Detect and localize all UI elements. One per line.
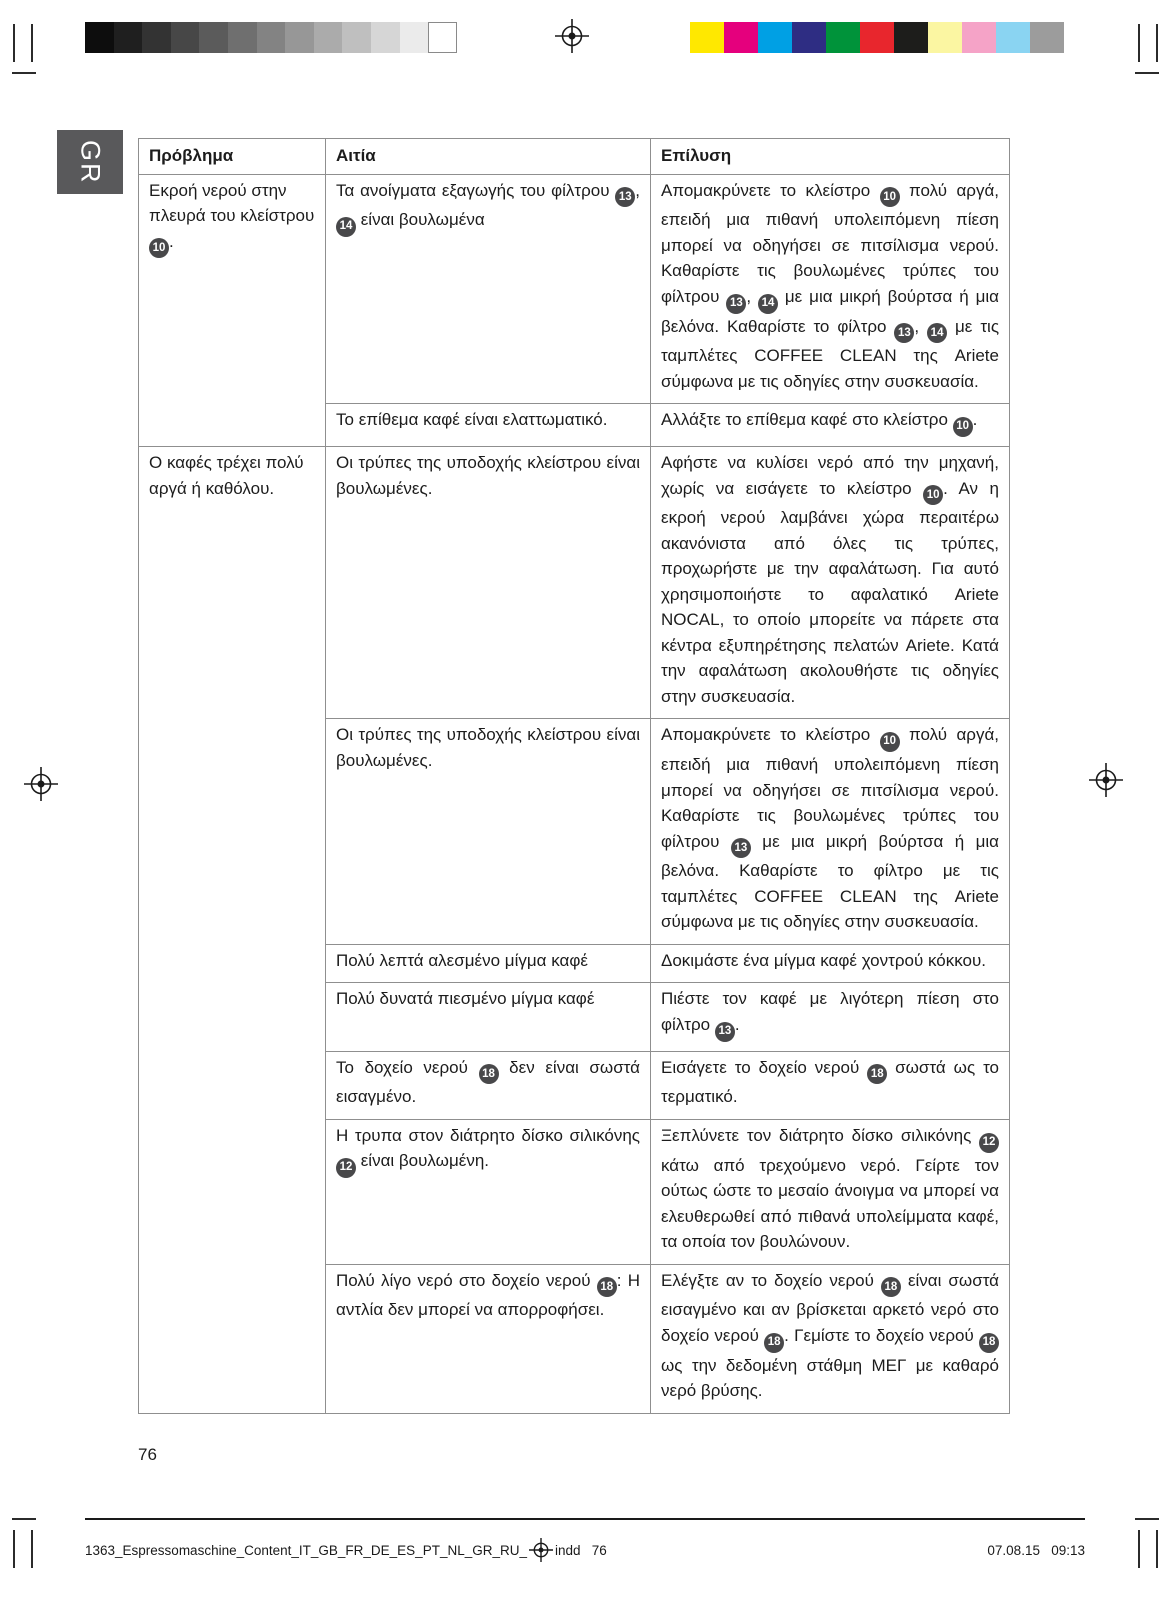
footer-rule — [85, 1518, 1085, 1520]
cause-cell: Πολύ δυνατά πιεσμένο μίγμα καφέ — [326, 983, 651, 1051]
part-ref-badge: 18 — [881, 1277, 901, 1297]
grayscale-calibration-bar — [85, 22, 457, 53]
table-header-row — [139, 139, 1010, 175]
part-ref-badge: 10 — [953, 417, 973, 437]
part-ref-badge: 10 — [149, 238, 169, 258]
part-ref-badge: 14 — [336, 217, 356, 237]
language-tab: GR — [57, 130, 123, 194]
registration-mark-icon — [529, 1538, 553, 1562]
cause-cell: Το επίθεμα καφέ είναι ελαττωματικό. — [326, 404, 651, 447]
crop-mark — [13, 1530, 15, 1568]
problem-cell: Εκροή νερού στην πλευρά του κλείστρου 10 . — [139, 174, 326, 447]
problem-cell: Ο καφές τρέχει πολύ αργά ή καθόλου. — [139, 447, 326, 1414]
color-swatch — [285, 22, 314, 53]
crop-mark — [1138, 1530, 1140, 1568]
color-swatch — [1030, 22, 1064, 53]
cause-cell: Οι τρύπες της υποδοχής κλείστρου είναι βουλωμένες. — [326, 447, 651, 719]
color-swatch — [826, 22, 860, 53]
color-swatch — [371, 22, 400, 53]
part-ref-badge: 18 — [979, 1333, 999, 1353]
crop-mark — [31, 1530, 33, 1568]
part-ref-badge: 12 — [336, 1158, 356, 1178]
color-swatch — [314, 22, 343, 53]
part-ref-badge: 18 — [479, 1064, 499, 1084]
color-calibration-bar — [690, 22, 1064, 53]
solution-cell: Εισάγετε το δοχείο νερού 18 σωστά ως το τερματικό. — [651, 1051, 1010, 1119]
color-swatch — [894, 22, 928, 53]
crop-mark — [1138, 24, 1140, 62]
footer — [85, 1538, 1085, 1562]
color-swatch — [257, 22, 286, 53]
part-ref-badge: 12 — [979, 1133, 999, 1153]
troubleshooting-table — [138, 138, 1009, 1414]
solution-cell: Ξεπλύνετε τον διάτρητο δίσκο σιλικόνης 12 κάτω από τρεχούμενο νερό. Γείρτε τον ούτως ώστε το μεσαίο άνοιγμα να μπορεί να ελευθερωθεί από πιθανά υπολείμματα καφέ, τα οποία τον βουλώνουν. — [651, 1119, 1010, 1264]
cause-cell: Οι τρύπες της υποδοχής κλείστρου είναι βουλωμένες. — [326, 719, 651, 945]
col-header-solution: Επίλυση — [651, 139, 1010, 175]
color-swatch — [758, 22, 792, 53]
registration-mark-icon — [555, 19, 589, 53]
part-ref-badge: 18 — [867, 1064, 887, 1084]
page-number: 76 — [138, 1445, 157, 1464]
solution-cell: Αλλάξτε το επίθεμα καφέ στο κλείστρο 10 . — [651, 404, 1010, 447]
color-swatch — [690, 22, 724, 53]
color-swatch — [928, 22, 962, 53]
color-swatch — [724, 22, 758, 53]
crop-mark — [31, 24, 33, 62]
solution-cell: Ελέγξτε αν το δοχείο νερού 18 είναι σωστά εισαγμένο και αν βρίσκεται αρκετό νερό στο δοχείο νερού 18 . Γεμίστε το δοχείο νερού 18 ως την δεδομένη στάθμη ΜΕΓ με καθαρό νερό βρύσης. — [651, 1264, 1010, 1413]
color-swatch — [171, 22, 200, 53]
part-ref-badge: 13 — [615, 187, 635, 207]
part-ref-badge: 13 — [726, 294, 746, 314]
part-ref-badge: 10 — [880, 187, 900, 207]
color-swatch — [199, 22, 228, 53]
cause-cell: Η τρυπα στον διάτρητο δίσκο σιλικόνης 12 είναι βουλωμένη. — [326, 1119, 651, 1264]
registration-mark-icon — [1089, 763, 1123, 797]
part-ref-badge: 13 — [715, 1022, 735, 1042]
solution-cell: Απομακρύνετε το κλείστρο 10 πολύ αργά, επειδή μια πιθανή υπολειπόμενη πίεση μπορεί να οδηγήσει σε πιτσίλισμα νερού. Καθαρίστε τις βουλωμένες τρύπες του φίλτρου 13 με μια μικρή βούρτσα ή μια βελόνα. Καθαρίστε το φίλτρο με τις ταμπλέτες COFFEE CLEAN της Ariete σύμφωνα με τις οδηγίες στην συσκευασία. — [651, 719, 1010, 945]
part-ref-badge: 18 — [764, 1333, 784, 1353]
color-swatch — [400, 22, 429, 53]
color-swatch — [342, 22, 371, 53]
crop-mark — [1135, 72, 1159, 74]
col-header-cause: Αιτία — [326, 139, 651, 175]
color-swatch — [142, 22, 171, 53]
part-ref-badge: 13 — [894, 323, 914, 343]
color-swatch — [85, 22, 114, 53]
part-ref-badge: 14 — [927, 323, 947, 343]
part-ref-badge: 10 — [923, 485, 943, 505]
solution-cell: Αφήστε να κυλίσει νερό από την μηχανή, χωρίς να εισάγετε το κλείστρο 10 . Αν η εκροή νερού λαμβάνει χώρα περαιτέρω ακανόνιστα από όλες τις τρύπες, προχωρήστε με την αφαλάτωση. Για αυτό χρησιμοποιήστε το αφαλατικό Ariete NOCAL, το οποίο μπορείτε να πάρετε στα κέντρα εξυπηρέτησης πελατών Ariete. Κατά την αφαλάτωση ακολουθήστε τις οδηγίες στην συσκευασία. — [651, 447, 1010, 719]
table-row — [139, 174, 1010, 404]
part-ref-badge: 13 — [731, 838, 751, 858]
crop-mark — [13, 24, 15, 62]
cause-cell: Πολύ λεπτά αλεσμένο μίγμα καφέ — [326, 944, 651, 983]
crop-mark — [12, 72, 36, 74]
color-swatch — [860, 22, 894, 53]
part-ref-badge: 18 — [597, 1277, 617, 1297]
crop-mark — [1135, 1518, 1159, 1520]
color-swatch — [962, 22, 996, 53]
color-swatch — [228, 22, 257, 53]
cause-cell: Το δοχείο νερού 18 δεν είναι σωστά εισαγμένο. — [326, 1051, 651, 1119]
part-ref-badge: 14 — [758, 294, 778, 314]
cause-cell: Πολύ λίγο νερό στο δοχείο νερού 18 : Η αντλία δεν μπορεί να απορροφήσει. — [326, 1264, 651, 1413]
solution-cell: Απομακρύνετε το κλείστρο 10 πολύ αργά, επειδή μια πιθανή υπολειπόμενη πίεση μπορεί να οδηγήσει σε πιτσίλισμα νερού. Καθαρίστε τις βουλωμένες τρύπες του φίλτρου 13 , 14 με μια μικρή βούρτσα ή μια βελόνα. Καθαρίστε το φίλτρο 13 , 14 με τις ταμπλέτες COFFEE CLEAN της Ariete σύμφωνα με τις οδηγίες στην συσκευασία. — [651, 174, 1010, 404]
color-swatch — [996, 22, 1030, 53]
footer-filename-suffix: indd 76 — [554, 1542, 607, 1558]
solution-cell: Δοκιμάστε ένα μίγμα καφέ χοντρού κόκκου. — [651, 944, 1010, 983]
table-row — [139, 447, 1010, 719]
crop-mark — [1156, 24, 1158, 62]
registration-mark-icon — [24, 767, 58, 801]
crop-mark — [1156, 1530, 1158, 1568]
footer-filename-prefix: 1363_Espressomaschine_Content_IT_GB_FR_DE_ES_PT_NL_GR_RU_ — [85, 1542, 527, 1558]
crop-mark — [12, 1518, 36, 1520]
footer-filename — [85, 1538, 607, 1562]
color-swatch — [428, 22, 457, 53]
color-swatch — [792, 22, 826, 53]
solution-cell: Πιέστε τον καφέ με λιγότερη πίεση στο φίλτρο 13 . — [651, 983, 1010, 1051]
col-header-problem: Πρόβλημα — [139, 139, 326, 175]
color-swatch — [114, 22, 143, 53]
footer-datetime: 07.08.15 09:13 — [987, 1542, 1085, 1558]
part-ref-badge: 10 — [880, 732, 900, 752]
cause-cell: Τα ανοίγματα εξαγωγής του φίλτρου 13 , 14 είναι βουλωμένα — [326, 174, 651, 404]
